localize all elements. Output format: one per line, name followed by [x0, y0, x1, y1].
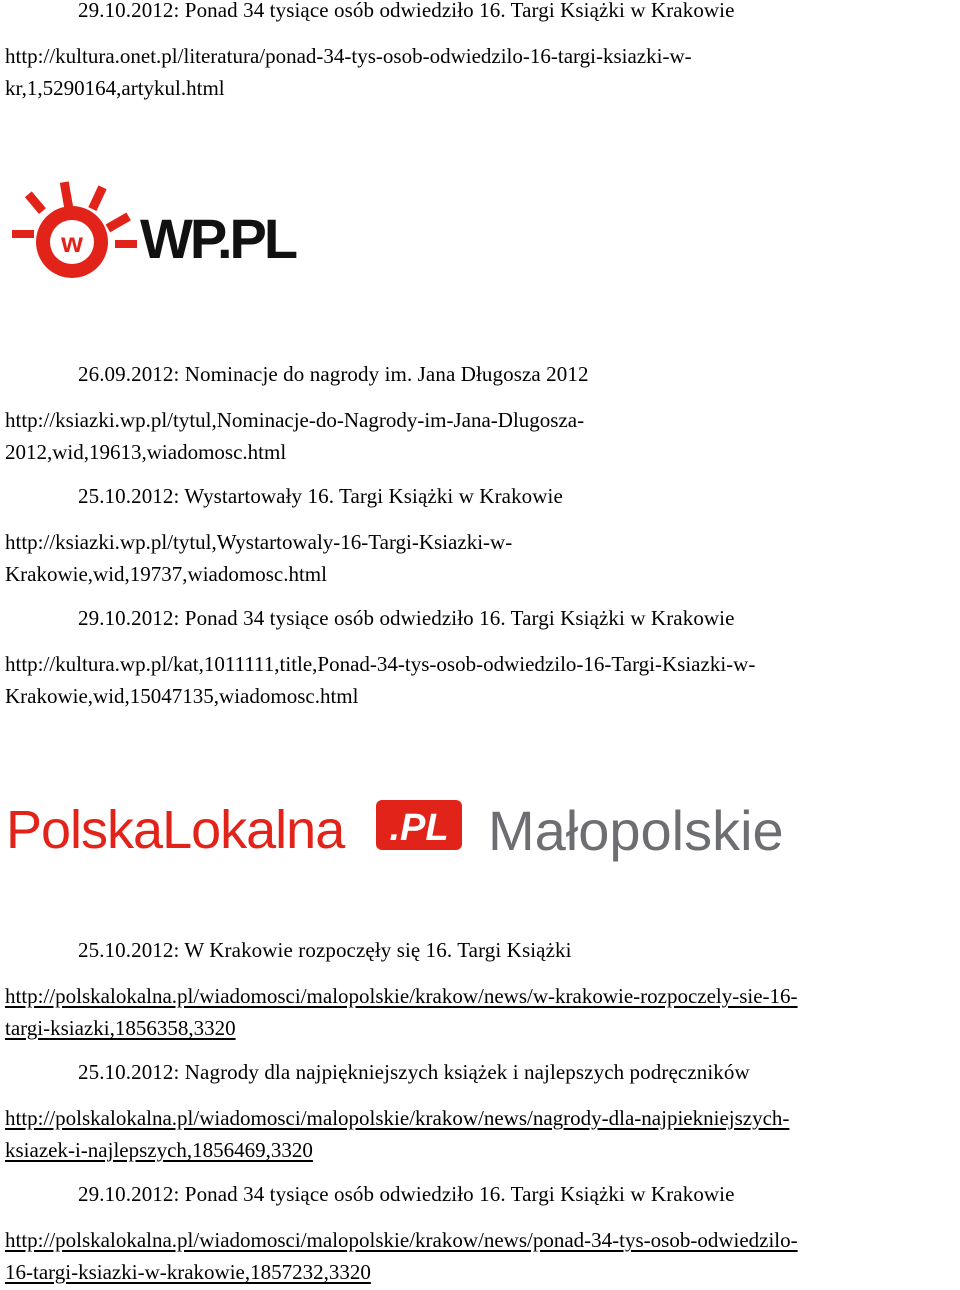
url-line[interactable]: http://polskalokalna.pl/wiadomosci/malopolskie/krakow/news/w-krakowie-rozpoczely-sie-16-	[5, 984, 798, 1008]
url-line[interactable]: 2012,wid,19613,wiadomosc.html	[5, 440, 287, 464]
entry-title: 29.10.2012: Ponad 34 tysiące osób odwiedziło 16. Targi Książki w Krakowie	[78, 606, 735, 630]
url-line[interactable]: ksiazek-i-najlepszych,1856469,3320	[5, 1138, 313, 1162]
entry-title: 25.10.2012: W Krakowie rozpoczęły się 16. Targi Książki	[78, 938, 572, 962]
polskalokalna-main-text: PolskaLokalna	[6, 800, 345, 860]
entry-title: 29.10.2012: Ponad 34 tysiące osób odwiedziło 16. Targi Książki w Krakowie	[78, 1182, 735, 1206]
entry-link[interactable]	[5, 404, 955, 468]
entry-title: 26.09.2012: Nominacje do nagrody im. Jana Długosza 2012	[78, 362, 589, 386]
entry-link[interactable]	[5, 526, 955, 590]
entry-title: 25.10.2012: Nagrody dla najpiękniejszych książek i najlepszych podręczników	[78, 1060, 750, 1084]
entry-link[interactable]	[5, 980, 955, 1044]
entry-link[interactable]	[5, 648, 955, 712]
entry-title: 29.10.2012: Ponad 34 tysiące osób odwiedziło 16. Targi Książki w Krakowie	[78, 0, 735, 22]
url-line[interactable]: Krakowie,wid,15047135,wiadomosc.html	[5, 684, 359, 708]
url-line[interactable]: http://ksiazki.wp.pl/tytul,Wystartowaly-16-Targi-Ksiazki-w-	[5, 530, 513, 554]
url-line[interactable]: http://kultura.wp.pl/kat,1011111,title,Ponad-34-tys-osob-odwiedzilo-16-Targi-Ksiazki-w-	[5, 652, 756, 676]
entry-link[interactable]	[5, 40, 955, 104]
url-line[interactable]: kr,1,5290164,artykul.html	[5, 76, 225, 100]
url-line[interactable]: http://ksiazki.wp.pl/tytul,Nominacje-do-Nagrody-im-Jana-Dlugosza-	[5, 408, 585, 432]
url-line[interactable]: http://polskalokalna.pl/wiadomosci/malopolskie/krakow/news/ponad-34-tys-osob-odwiedzilo-	[5, 1228, 798, 1252]
url-line[interactable]: 16-targi-ksiazki-w-krakowie,1857232,3320	[5, 1260, 371, 1284]
url-line[interactable]: targi-ksiazki,1856358,3320	[5, 1016, 236, 1040]
url-line[interactable]: http://kultura.onet.pl/literatura/ponad-34-tys-osob-odwiedzilo-16-targi-ksiazki-w-	[5, 44, 692, 68]
url-line[interactable]: Krakowie,wid,19737,wiadomosc.html	[5, 562, 327, 586]
wp-icon-letter: w	[61, 227, 83, 258]
wp-logo	[8, 180, 308, 300]
entry-link[interactable]	[5, 1102, 955, 1166]
wp-logo-text: WP.PL	[140, 207, 296, 270]
entry-link[interactable]	[5, 1224, 955, 1288]
polskalokalna-logo	[6, 792, 806, 872]
polskalokalna-region: Małopolskie	[488, 799, 784, 862]
entry-title: 25.10.2012: Wystartowały 16. Targi Książki w Krakowie	[78, 484, 563, 508]
url-line[interactable]: http://polskalokalna.pl/wiadomosci/malopolskie/krakow/news/nagrody-dla-najpiekniejszych-	[5, 1106, 790, 1130]
polskalokalna-badge: .PL	[389, 807, 449, 849]
